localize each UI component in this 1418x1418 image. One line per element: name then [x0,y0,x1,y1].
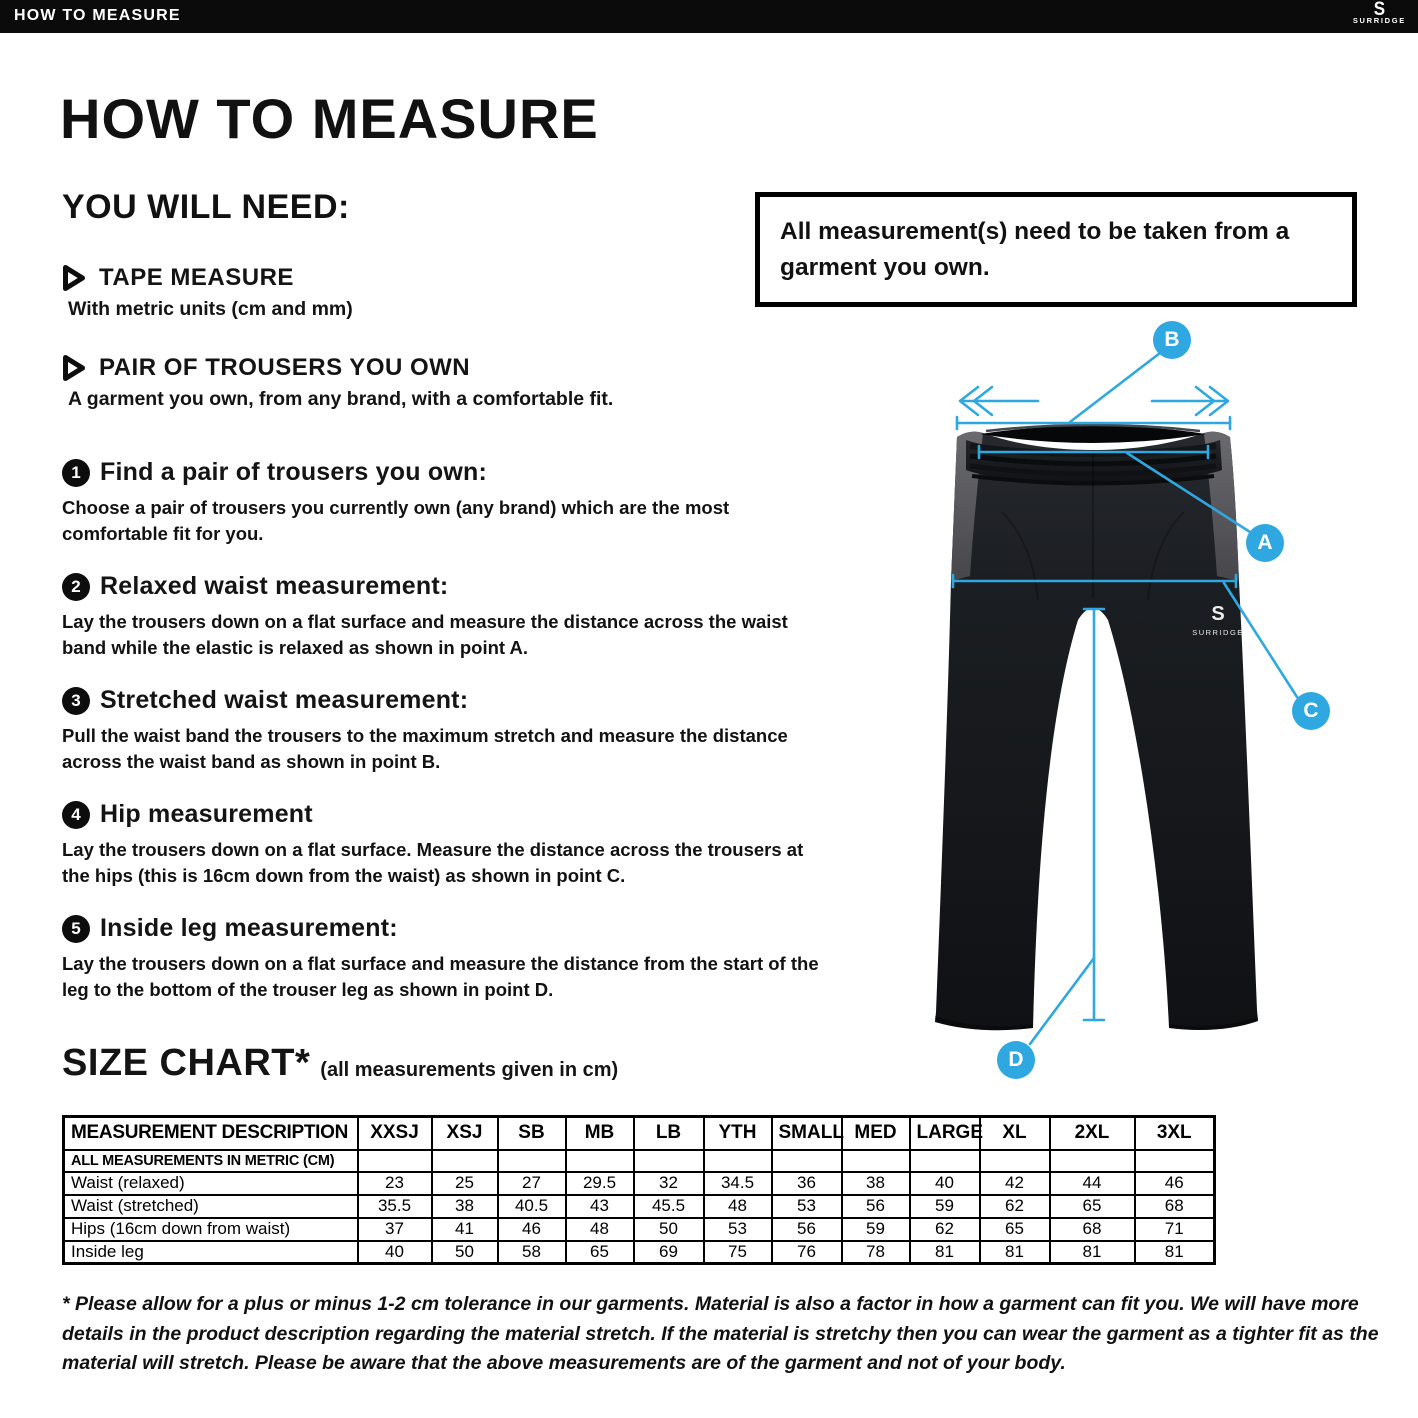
step-2-badge: 2 [62,573,90,601]
size-table-row [64,1218,1215,1241]
size-value-cell: 69 [634,1241,704,1264]
size-value-cell: 65 [980,1218,1050,1241]
size-value-cell: 50 [634,1218,704,1241]
step-1-body: Choose a pair of trousers you currently own (any brand) which are the most comfortable fit for you. [62,497,730,545]
size-value-cell: 68 [1135,1195,1215,1218]
size-value-cell: 38 [842,1172,910,1195]
tolerance-footnote: * Please allow for a plus or minus 1-2 cm tolerance in our garments. Material is also a factor in how a garment can fit you. We will have more details in the product description regarding the material stretch. If the material is stretchy then you can wear the garment as a tighter fit as the material will stretch. Please be aware that the above measurements are of the garment and not of your body. [62,1293,1379,1375]
step-3-title: Stretched waist measurement: [100,686,469,714]
empty-cell [772,1150,842,1172]
step-5-badge: 5 [62,915,90,943]
step-4 [62,800,834,890]
size-value-cell: 23 [358,1172,432,1195]
point-badge-c: C [1292,692,1330,730]
empty-cell [566,1150,634,1172]
row-label-cell: Inside leg [64,1241,358,1264]
size-value-cell: 43 [566,1195,634,1218]
size-column-header: 2XL [1050,1117,1135,1150]
size-value-cell: 41 [432,1218,498,1241]
triangle-bullet-icon [62,354,86,382]
size-value-cell: 38 [432,1195,498,1218]
step-5-body: Lay the trousers down on a flat surface and measure the distance from the start of the leg to the bottom of the trouser leg as shown in point D. [62,953,819,1001]
size-value-cell: 71 [1135,1218,1215,1241]
size-value-cell: 53 [772,1195,842,1218]
size-value-cell: 59 [910,1195,980,1218]
need-item-subtitle: With metric units (cm and mm) [68,298,353,320]
size-table-row [64,1195,1215,1218]
size-value-cell: 53 [704,1218,772,1241]
need-item-subtitle: A garment you own, from any brand, with a comfortable fit. [68,388,614,410]
size-chart-table [62,1115,1216,1265]
size-table-row [64,1172,1215,1195]
trousers-illustration [935,425,1258,1030]
size-value-cell: 34.5 [704,1172,772,1195]
need-item-title: PAIR OF TROUSERS YOU OWN [99,354,471,381]
step-2-body: Lay the trousers down on a flat surface and measure the distance across the waist band while the elastic is relaxed as shown in point A. [62,611,788,659]
size-value-cell: 62 [910,1218,980,1241]
size-column-header: XL [980,1117,1050,1150]
size-value-cell: 37 [358,1218,432,1241]
size-column-header: LARGE [910,1117,980,1150]
measurement-callout: All measurement(s) need to be taken from a garment you own. [755,192,1357,307]
size-value-cell: 45.5 [634,1195,704,1218]
empty-cell [1050,1150,1135,1172]
size-value-cell: 76 [772,1241,842,1264]
svg-text:S: S [1211,603,1225,625]
size-value-cell: 40.5 [498,1195,566,1218]
step-3-body: Pull the waist band the trousers to the maximum stretch and measure the distance across the waist band as shown in point B. [62,725,788,773]
size-table-row [64,1241,1215,1264]
step-4-badge: 4 [62,801,90,829]
size-value-cell: 81 [980,1241,1050,1264]
empty-cell [980,1150,1050,1172]
size-column-header: MB [566,1117,634,1150]
size-value-cell: 44 [1050,1172,1135,1195]
empty-cell [358,1150,432,1172]
size-value-cell: 46 [498,1218,566,1241]
size-value-cell: 48 [704,1195,772,1218]
trousers-measurement-diagram [820,300,1380,1100]
need-item-title: TAPE MEASURE [99,264,294,291]
metric-note-cell: ALL MEASUREMENTS IN METRIC (CM) [64,1150,358,1172]
size-value-cell: 68 [1050,1218,1135,1241]
size-value-cell: 65 [1050,1195,1135,1218]
size-value-cell: 42 [980,1172,1050,1195]
need-item-trousers [62,354,762,411]
empty-cell [432,1150,498,1172]
empty-cell [1135,1150,1215,1172]
page-title: HOW TO MEASURE [60,87,599,150]
point-badge-d: D [997,1041,1035,1079]
step-5-title: Inside leg measurement: [100,914,398,942]
point-badge-b: B [1153,321,1191,359]
row-label-cell: Waist (stretched) [64,1195,358,1218]
size-chart-subtitle: (all measurements given in cm) [320,1059,619,1081]
size-value-cell: 40 [358,1241,432,1264]
size-value-cell: 36 [772,1172,842,1195]
size-value-cell: 56 [772,1218,842,1241]
size-value-cell: 35.5 [358,1195,432,1218]
surridge-s-icon: S [1373,0,1386,20]
size-value-cell: 58 [498,1241,566,1264]
surridge-logo [1353,1,1406,25]
triangle-bullet-icon [62,264,86,292]
step-3-badge: 3 [62,687,90,715]
size-column-header: SMALL [772,1117,842,1150]
size-value-cell: 65 [566,1241,634,1264]
size-value-cell: 78 [842,1241,910,1264]
step-4-title: Hip measurement [100,800,313,828]
svg-text:SURRIDGE: SURRIDGE [1192,628,1244,637]
step-5 [62,914,834,1004]
empty-cell [498,1150,566,1172]
empty-cell [704,1150,772,1172]
surridge-wordmark: SURRIDGE [1352,16,1406,26]
size-value-cell: 81 [1135,1241,1215,1264]
size-value-cell: 81 [1050,1241,1135,1264]
metric-note-row [64,1150,1215,1172]
size-value-cell: 32 [634,1172,704,1195]
size-column-header: YTH [704,1117,772,1150]
leader-to-B [1070,353,1160,422]
size-value-cell: 46 [1135,1172,1215,1195]
size-column-header: SB [498,1117,566,1150]
top-bar [0,0,1418,33]
size-value-cell: 59 [842,1218,910,1241]
size-chart-title: SIZE CHART* [62,1042,311,1084]
size-value-cell: 62 [980,1195,1050,1218]
size-value-cell: 81 [910,1241,980,1264]
row-label-cell: Hips (16cm down from waist) [64,1218,358,1241]
empty-cell [910,1150,980,1172]
step-1-badge: 1 [62,459,90,487]
step-4-body: Lay the trousers down on a flat surface. Measure the distance across the trousers at the hips (this is 16cm down from the waist) as shown in point C. [62,839,804,887]
need-item-tape-measure [62,264,762,321]
step-2 [62,572,834,662]
size-value-cell: 75 [704,1241,772,1264]
size-column-header: LB [634,1117,704,1150]
measurement-description-header: MEASUREMENT DESCRIPTION [64,1117,358,1150]
point-badge-a: A [1246,524,1284,562]
size-column-header: XXSJ [358,1117,432,1150]
size-value-cell: 29.5 [566,1172,634,1195]
size-value-cell: 48 [566,1218,634,1241]
step-1 [62,458,834,548]
stretched-waist-line-B [957,353,1230,429]
size-value-cell: 25 [432,1172,498,1195]
size-value-cell: 56 [842,1195,910,1218]
size-column-header: MED [842,1117,910,1150]
size-value-cell: 40 [910,1172,980,1195]
size-value-cell: 50 [432,1241,498,1264]
step-1-title: Find a pair of trousers you own: [100,458,487,486]
size-column-header: 3XL [1135,1117,1215,1150]
empty-cell [634,1150,704,1172]
topbar-title: HOW TO MEASURE [14,7,181,24]
you-will-need-heading: YOU WILL NEED: [62,188,350,226]
step-2-title: Relaxed waist measurement: [100,572,449,600]
size-chart-heading [62,1042,618,1085]
row-label-cell: Waist (relaxed) [64,1172,358,1195]
step-3 [62,686,834,776]
trousers-silhouette [935,432,1258,1031]
leader-to-D [1030,958,1094,1044]
empty-cell [842,1150,910,1172]
size-value-cell: 27 [498,1172,566,1195]
size-column-header: XSJ [432,1117,498,1150]
